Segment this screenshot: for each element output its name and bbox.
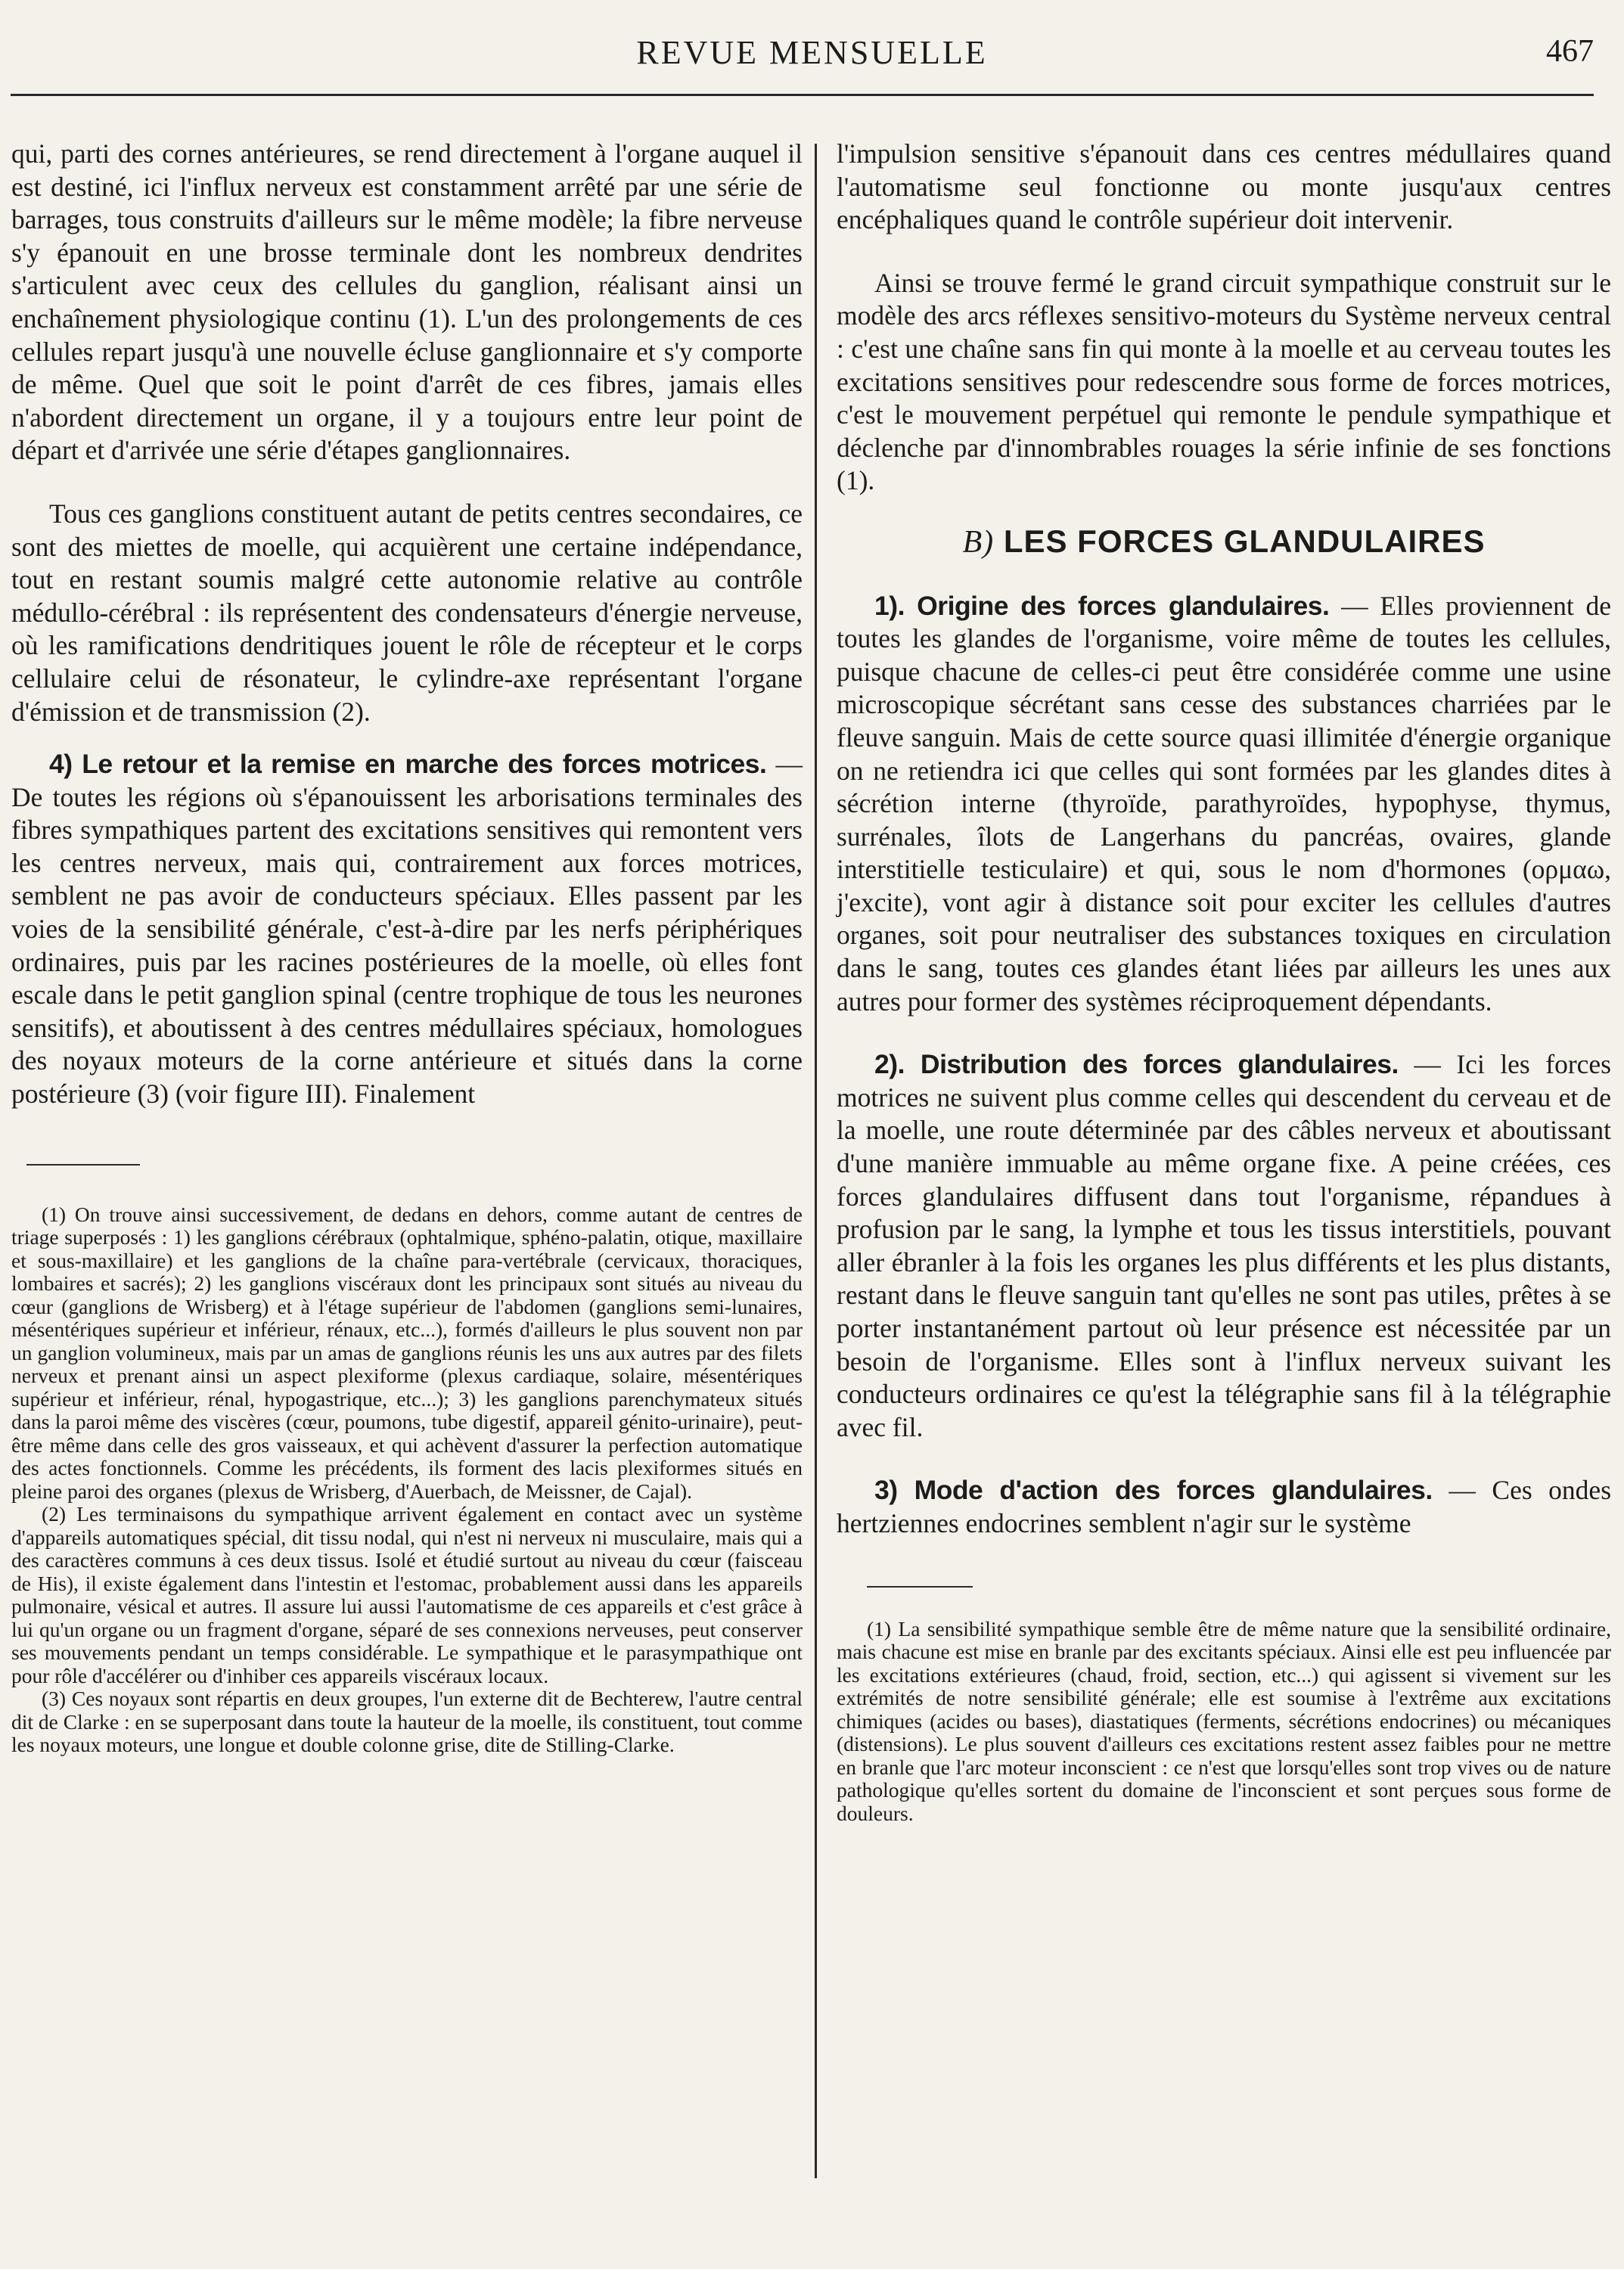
footnote-rule-left — [26, 1164, 140, 1166]
left-paragraph-2: Tous ces ganglions constituent autant de petits centres secondaires, ce sont des miettes de moelle, qui acquièrent une certaine indépendance, tout en restant soumis malgré cette autonomie relative au contrôle médullo-cérébral : ils représentent des condensateurs d'énergie nerveuse, où les ramifications dendritiques jouent le rôle de récepteur et le corps cellulaire celui de résonateur, le cylindre-axe représentant l'organe d'émission et de transmission (2). — [11, 498, 803, 727]
right-section-1 — [837, 590, 1611, 1019]
header-rule — [11, 94, 1594, 96]
footnote-3: (3) Ces noyaux sont répartis en deux groupes, l'un externe dit de Bechterew, l'autre central dit de Clarke : en se superposant dans toute la hauteur de la moelle, ils constituent, tout comme les noyaux moteurs, une longue et double colonne grise, dite de Stilling-Clarke. — [11, 1687, 803, 1757]
subheading-distribution: 2). Distribution des forces glandulaires. — [874, 1049, 1399, 1080]
page-header — [0, 33, 1624, 73]
section-title-text: LES FORCES GLANDULAIRES — [1003, 523, 1486, 559]
section-letter: B) — [962, 524, 995, 560]
page-number: 467 — [1546, 34, 1594, 69]
right-paragraph-1: l'impulsion sensitive s'épanouit dans ces centres médullaires quand l'automatisme seul fonctionne ou monte jusqu'aux centres encéphaliques quand le contrôle supérieur doit intervenir. — [837, 138, 1611, 235]
column-divider — [815, 144, 817, 2178]
right-section-1-text: — Elles proviennent de toutes les glandes de l'organisme, voire même de toutes les cellules, puisque chacune de celles-ci peut être considérée comme une usine microscopique sécrétant sans cesse des substances charriées par le fleuve sanguin. Mais de cette source quasi illimitée d'énergie organique on ne retiendra ici que celles qui sont formées par les glandes dites à sécrétion interne (thyroïde, parathyroïdes, hypophyse, thymus, surrénales, îlots de Langerhans du pancréas, ovaires, glande interstitielle testiculaire) et qui, sous le nom d'hormones (ορμαω, j'excite), vont agir à distance soit pour exciter les cellules d'autres organes, soit pour neutraliser des substances toxiques en circulation dans le sang, toutes ces glandes étant liées par ailleurs les unes aux autres pour former des systèmes réciproquement dépendants. — [837, 590, 1611, 1017]
right-section-3-text: — Ces ondes hertziennes endocrines semblent n'agir sur le système — [837, 1475, 1612, 1538]
right-section-2-text: — Ici les forces motrices ne suivent plus comme celles qui descendent du cerveau et de la moelle, une route déterminée par des câbles nerveux et aboutissant d'une manière immuable au même organe fixe. A peine créées, ces forces glandulaires diffusent dans tout l'organisme, répandues à profusion par le sang, la lymphe et tous les tissus interstitiels, pouvant aller ébranler à la fois les organes les plus différents et les plus distants, restant dans le fleuve sanguin tant qu'elles ne sont pas utiles, prêtes à se porter instantanément partout où leur présence est nécessitée par un besoin de l'organisme. Elles sont à l'influx nerveux suivant les conducteurs ordinaires ce qu'est la télégraphie sans fil à la télégraphie avec fil. — [837, 1049, 1611, 1442]
right-section-2 — [837, 1048, 1611, 1444]
subheading-mode-action: 3) Mode d'action des forces glandulaires. — [874, 1475, 1433, 1506]
running-head: REVUE MENSUELLE — [636, 34, 988, 71]
subheading-retour: 4) Le retour et la remise en marche des forces motrices. — [49, 749, 767, 780]
left-paragraph-3 — [11, 748, 803, 1111]
left-paragraph-3-text: — De toutes les régions où s'épanouissent les arborisations terminales des fibres sympathiques partent des excitations sensitives qui remontent vers les centres nerveux, mais qui, contrairement aux forces motrices, semblent ne pas avoir de conducteurs spéciaux. Elles passent par les voies de la sensibilité générale, c'est-à-dire par les nerfs périphériques ordinaires, puis par les racines postérieures de la moelle, où elles font escale dans le petit ganglion spinal (centre trophique de tous les neurones sensitifs), et aboutissent à des centres médullaires spéciaux, homologues des noyaux moteurs de la corne antérieure et situés dans la corne postérieure (3) (voir figure III). Finalement — [11, 749, 803, 1110]
footnote-right-1: (1) La sensibilité sympathique semble être de même nature que la sensibilité ordinaire, mais chacune est mise en branle par des excitants spéciaux. Ainsi elle est peu influencée par les excitations extérieures (chaud, froid, section, etc...) qui agissent si vivement sur les extrémités de notre sensibilité générale; elle est soumise à l'extrême aux excitations chimiques (acides ou bases), diastatiques (ferments, sécrétions endocrines) ou mécaniques (distensions). Le plus souvent d'ailleurs ces excitations restent assez faibles pour ne mettre en branle que l'arc moteur inconscient : ce n'est que lorsqu'elles sont trop vives ou de nature pathologique qu'elles sortent du domaine de l'inconscient et sont perçues sous forme de douleurs. — [837, 1616, 1611, 1825]
subheading-origine: 1). Origine des forces glandulaires. — [874, 590, 1330, 621]
left-footnotes — [11, 1203, 803, 1757]
right-footnotes — [837, 1618, 1611, 1826]
left-paragraph-1: qui, parti des cornes antérieures, se rend directement à l'organe auquel il est destiné, ici l'influx nerveux est constamment arrêté par une série de barrages, tous construits d'ailleurs sur le même modèle; la fibre nerveuse s'y épanouit en une brosse terminale dont les nombreux dendrites s'articulent avec ceux des cellules du ganglion, réalisant ainsi un enchaînement physiologique continu (1). L'un des prolongements de ces cellules repart jusqu'à une nouvelle écluse ganglionnaire et s'y comporte de même. Quel que soit le point d'arrêt de ces fibres, jamais elles n'abordent directement un organe, il y a toujours entre leur point de départ et d'arrivée une série d'étapes ganglionnaires. — [11, 138, 803, 466]
right-paragraph-2: Ainsi se trouve fermé le grand circuit sympathique construit sur le modèle des arcs réflexes sensitivo-moteurs du Système nerveux central : c'est une chaîne sans fin qui monte à la moelle et au cerveau toutes les excitations sensitives pour redescendre sous forme de forces motrices, c'est le mouvement perpétuel qui remonte le pendule sympathique et déclenche par d'innombrables rouages la série infinie de ses fonctions (1). — [837, 267, 1611, 496]
footnote-2: (2) Les terminaisons du sympathique arrivent également en contact avec un système d'appareils automatiques spécial, dit tissu nodal, qui n'est ni nerveux ni musculaire, mais qui a des caractères communs à ces deux tissus. Isolé et étudié surtout au niveau du cœur (faisceau de His), il existe également dans l'intestin et l'estomac, probablement aussi dans les appareils pulmonaire, vésical et autres. Il assure lui aussi l'automatisme de ces appareils et c'est grâce à lui qu'un organe ou un fragment d'organe, séparé de ses connexions nerveuses, peut conserver ses mouvements pendant un temps considérable. Le sympathique et le parasympathique ont pour rôle d'accélérer ou d'inhiber ces appareils viscéraux locaux. — [11, 1502, 803, 1687]
right-column — [837, 138, 1611, 1825]
footnote-rule-right — [867, 1586, 973, 1588]
right-section-3 — [837, 1474, 1611, 1540]
left-column — [11, 138, 803, 1757]
section-title — [837, 525, 1611, 560]
footnote-1: (1) On trouve ainsi successivement, de dedans en dehors, comme autant de centres de triage superposés : 1) les ganglions cérébraux (ophtalmique, sphéno-palatin, otique, maxillaire et sous-maxillaire) et les ganglions de la chaîne para-vertébrale (cervicaux, thoraciques, lombaires et sacrés); 2) les ganglions viscéraux dont les principaux sont situés au niveau du cœur (ganglions de Wrisberg) et à l'étage supérieur de l'abdomen (ganglions semi-lunaires, mésentériques supérieur et inférieur, rénaux, etc...), formés d'ailleurs le plus souvent non par un ganglion volumineux, mais par un amas de ganglions réunis les uns aux autres par des filets nerveux et prenant ainsi un aspect plexiforme (plexus cardiaque, solaire, mésentériques supérieur et inférieur, rénal, hypogastrique, etc...); 3) les ganglions parenchymateux situés dans la paroi même des viscères (cœur, poumons, tube digestif, appareil génito-urinaire), peut-être même dans celle des gros vaisseaux, et qui achèvent d'assurer la perfection automatique des actes fonctionnels. Comme les précédents, ils forment des lacis plexiformes situés en pleine paroi des organes (plexus de Wrisberg, d'Auerbach, de Meissner, de Cajal). — [11, 1202, 803, 1503]
